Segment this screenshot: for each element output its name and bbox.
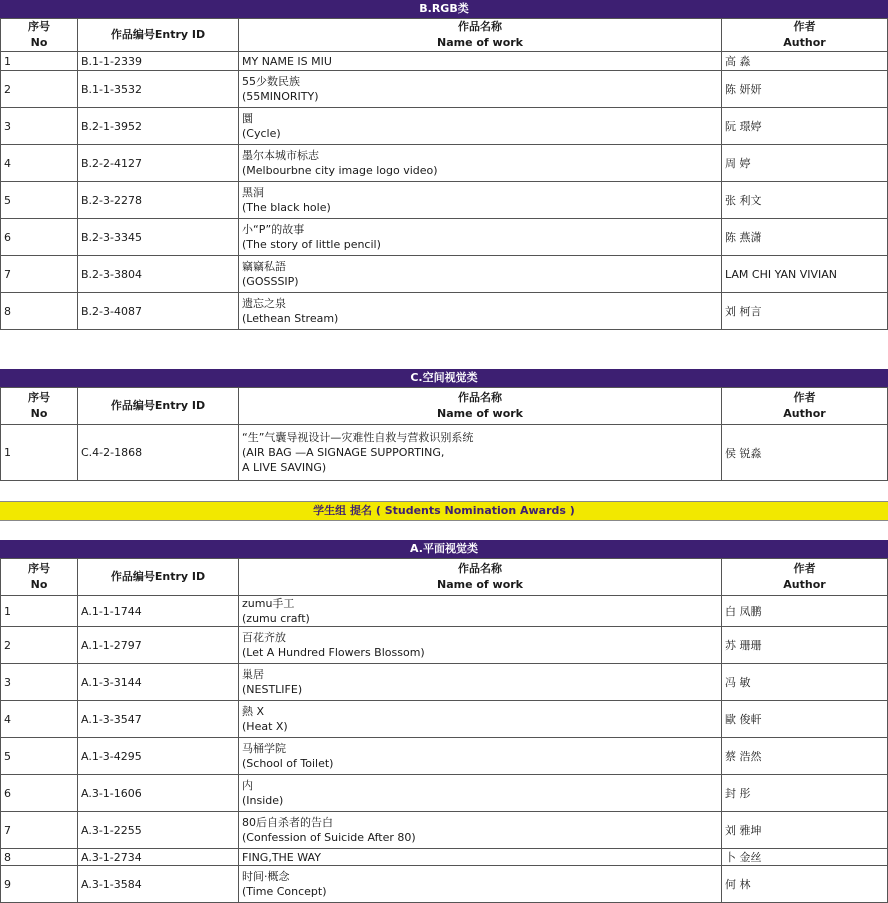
entry-id: A.1-1-2797 [78, 627, 239, 664]
entries-table [0, 387, 888, 481]
work-name [239, 256, 722, 293]
author-name: 何 林 [722, 866, 888, 903]
section-title: A.平面视觉类 [0, 540, 888, 558]
row-number: 2 [1, 627, 78, 664]
entry-id: B.2-3-3804 [78, 256, 239, 293]
work-name-line: MY NAME IS MIU [242, 54, 332, 68]
work-name-line: 墨尔本城市标志 [242, 149, 319, 162]
work-name-line: (Let A Hundred Flowers Blossom) [242, 646, 425, 659]
header-no-en: No [30, 407, 48, 420]
work-name-line: (zumu craft) [242, 612, 310, 625]
work-name-line: (55MINORITY) [242, 90, 319, 103]
author-name: 刘 雅坤 [722, 812, 888, 849]
header-no [1, 388, 78, 425]
section-rgb [0, 0, 888, 330]
header-no-cn: 序号 [28, 20, 50, 33]
row-number: 4 [1, 145, 78, 182]
entry-id: A.3-1-3584 [78, 866, 239, 903]
author-name: 白 凤鹏 [722, 596, 888, 627]
header-row [1, 388, 888, 425]
header-entry-id: 作品编号Entry ID [78, 559, 239, 596]
table-row [1, 108, 888, 145]
header-author-cn: 作者 [793, 391, 816, 404]
author-name: 封 彤 [722, 775, 888, 812]
table-row [1, 293, 888, 330]
header-entry-id: 作品编号Entry ID [78, 388, 239, 425]
entry-id: B.2-3-2278 [78, 182, 239, 219]
author-name: 蔡 浩然 [722, 738, 888, 775]
header-name-en: Name of work [436, 36, 523, 49]
header-author-en: Author [783, 578, 826, 591]
entry-id: B.2-2-4127 [78, 145, 239, 182]
work-name-line: (Inside) [242, 794, 284, 807]
header-no-en: No [30, 36, 48, 49]
row-number: 4 [1, 701, 78, 738]
author-name: 刘 柯言 [722, 293, 888, 330]
table-row [1, 52, 888, 71]
work-name-line: zumu手工 [242, 597, 295, 610]
work-name-line: 百花齐放 [242, 631, 286, 644]
table-row [1, 219, 888, 256]
author-name: 陈 燕潇 [722, 219, 888, 256]
work-name-line: (AIR BAG —A SIGNAGE SUPPORTING, [242, 446, 445, 459]
work-name [239, 738, 722, 775]
entry-id: B.1-1-2339 [78, 52, 239, 71]
author-name: 卜 金丝 [722, 849, 888, 866]
header-name-en: Name of work [436, 578, 523, 591]
work-name-line: A LIVE SAVING) [242, 461, 327, 474]
row-number: 1 [1, 596, 78, 627]
table-row [1, 812, 888, 849]
table-row [1, 596, 888, 627]
entry-id: B.2-1-3952 [78, 108, 239, 145]
table-row [1, 182, 888, 219]
entry-id: A.3-1-2255 [78, 812, 239, 849]
work-name [239, 425, 722, 481]
work-name-line: 马桶学院 [242, 742, 286, 755]
header-name [239, 388, 722, 425]
entry-id: B.2-3-4087 [78, 293, 239, 330]
section-title: B.RGB类 [0, 0, 888, 18]
header-name-cn: 作品名称 [458, 391, 502, 404]
header-name [239, 19, 722, 52]
row-number: 7 [1, 256, 78, 293]
header-author-en: Author [783, 36, 826, 49]
table-row [1, 425, 888, 481]
table-row [1, 145, 888, 182]
work-name-line: 遗忘之泉 [242, 297, 286, 310]
work-name [239, 701, 722, 738]
work-name-line: (Lethean Stream) [242, 312, 339, 325]
work-name-line: 圜 [242, 112, 253, 125]
entry-id: A.1-1-1744 [78, 596, 239, 627]
table-row [1, 738, 888, 775]
header-author [722, 388, 888, 425]
header-name-en: Name of work [436, 407, 523, 420]
header-author [722, 19, 888, 52]
work-name-line: (The black hole) [242, 201, 331, 214]
work-name [239, 71, 722, 108]
row-number: 9 [1, 866, 78, 903]
work-name-line: 黑洞 [242, 186, 264, 199]
row-number: 2 [1, 71, 78, 108]
table-row [1, 627, 888, 664]
work-name-line: (School of Toilet) [242, 757, 334, 770]
table-row [1, 701, 888, 738]
entry-id: B.2-3-3345 [78, 219, 239, 256]
row-number: 6 [1, 219, 78, 256]
work-name-line: 内 [242, 779, 253, 792]
table-row [1, 256, 888, 293]
work-name-line: 巢居 [242, 668, 264, 681]
work-name-line: (Time Concept) [242, 885, 327, 898]
work-name [239, 108, 722, 145]
work-name-line: 竊竊私語 [242, 260, 286, 273]
author-name: 歐 俊軒 [722, 701, 888, 738]
work-name-line: (Cycle) [242, 127, 281, 140]
row-number: 5 [1, 738, 78, 775]
table-row [1, 71, 888, 108]
header-name-cn: 作品名称 [458, 20, 502, 33]
banner-title: 学生组 提名 ( Students Nomination Awards ) [0, 501, 888, 521]
row-number: 3 [1, 108, 78, 145]
author-name: LAM CHI YAN VIVIAN [722, 256, 888, 293]
work-name [239, 145, 722, 182]
work-name-line: 时间·概念 [242, 870, 290, 883]
header-no [1, 559, 78, 596]
author-name: 侯 锐淼 [722, 425, 888, 481]
header-row [1, 559, 888, 596]
row-number: 7 [1, 812, 78, 849]
work-name [239, 627, 722, 664]
header-name [239, 559, 722, 596]
header-no-cn: 序号 [28, 391, 50, 404]
table-row [1, 849, 888, 866]
work-name [239, 219, 722, 256]
row-number: 8 [1, 849, 78, 866]
header-author-en: Author [783, 407, 826, 420]
work-name-line: (Melbourbne city image logo video) [242, 164, 438, 177]
author-name: 冯 敏 [722, 664, 888, 701]
row-number: 3 [1, 664, 78, 701]
work-name-line: 小“P”的故事 [242, 223, 305, 236]
header-author [722, 559, 888, 596]
entries-table [0, 18, 888, 330]
entry-id: B.1-1-3532 [78, 71, 239, 108]
work-name-line: (Heat X) [242, 720, 288, 733]
author-name: 高 淼 [722, 52, 888, 71]
entry-id: A.3-1-2734 [78, 849, 239, 866]
entries-table [0, 558, 888, 903]
section-title: C.空间视觉类 [0, 369, 888, 387]
work-name [239, 293, 722, 330]
header-name-cn: 作品名称 [458, 562, 502, 575]
entry-id: C.4-2-1868 [78, 425, 239, 481]
work-name-line: “生”气囊导视设计—灾难性自救与营救识别系统 [242, 431, 474, 444]
header-no [1, 19, 78, 52]
work-name [239, 664, 722, 701]
entry-id: A.1-3-3547 [78, 701, 239, 738]
row-number: 6 [1, 775, 78, 812]
section-graphic [0, 540, 888, 903]
header-no-en: No [30, 578, 48, 591]
work-name-line: (The story of little pencil) [242, 238, 381, 251]
entry-id: A.1-3-4295 [78, 738, 239, 775]
author-name: 张 利文 [722, 182, 888, 219]
author-name: 阮 璟婷 [722, 108, 888, 145]
work-name [239, 775, 722, 812]
work-name-line: 80后自杀者的告白 [242, 816, 333, 829]
row-number: 5 [1, 182, 78, 219]
row-number: 1 [1, 52, 78, 71]
author-name: 陈 妍妍 [722, 71, 888, 108]
entry-id: A.1-3-3144 [78, 664, 239, 701]
work-name-line: (GOSSSIP) [242, 275, 299, 288]
header-author-cn: 作者 [793, 562, 816, 575]
entry-id: A.3-1-1606 [78, 775, 239, 812]
author-name: 周 婷 [722, 145, 888, 182]
work-name-line: FING,THE WAY [242, 850, 321, 864]
author-name: 苏 珊珊 [722, 627, 888, 664]
header-row [1, 19, 888, 52]
work-name [239, 182, 722, 219]
header-entry-id: 作品编号Entry ID [78, 19, 239, 52]
row-number: 8 [1, 293, 78, 330]
header-no-cn: 序号 [28, 562, 50, 575]
header-author-cn: 作者 [793, 20, 816, 33]
work-name [239, 812, 722, 849]
row-number: 1 [1, 425, 78, 481]
work-name-line: (NESTLIFE) [242, 683, 303, 696]
work-name [239, 52, 722, 71]
work-name-line: 55少数民族 [242, 75, 300, 88]
work-name [239, 849, 722, 866]
section-spatial [0, 369, 888, 481]
work-name-line: 熱 X [242, 705, 265, 718]
work-name-line: (Confession of Suicide After 80) [242, 831, 416, 844]
nomination-banner [0, 501, 888, 521]
work-name [239, 596, 722, 627]
table-row [1, 775, 888, 812]
table-row [1, 664, 888, 701]
